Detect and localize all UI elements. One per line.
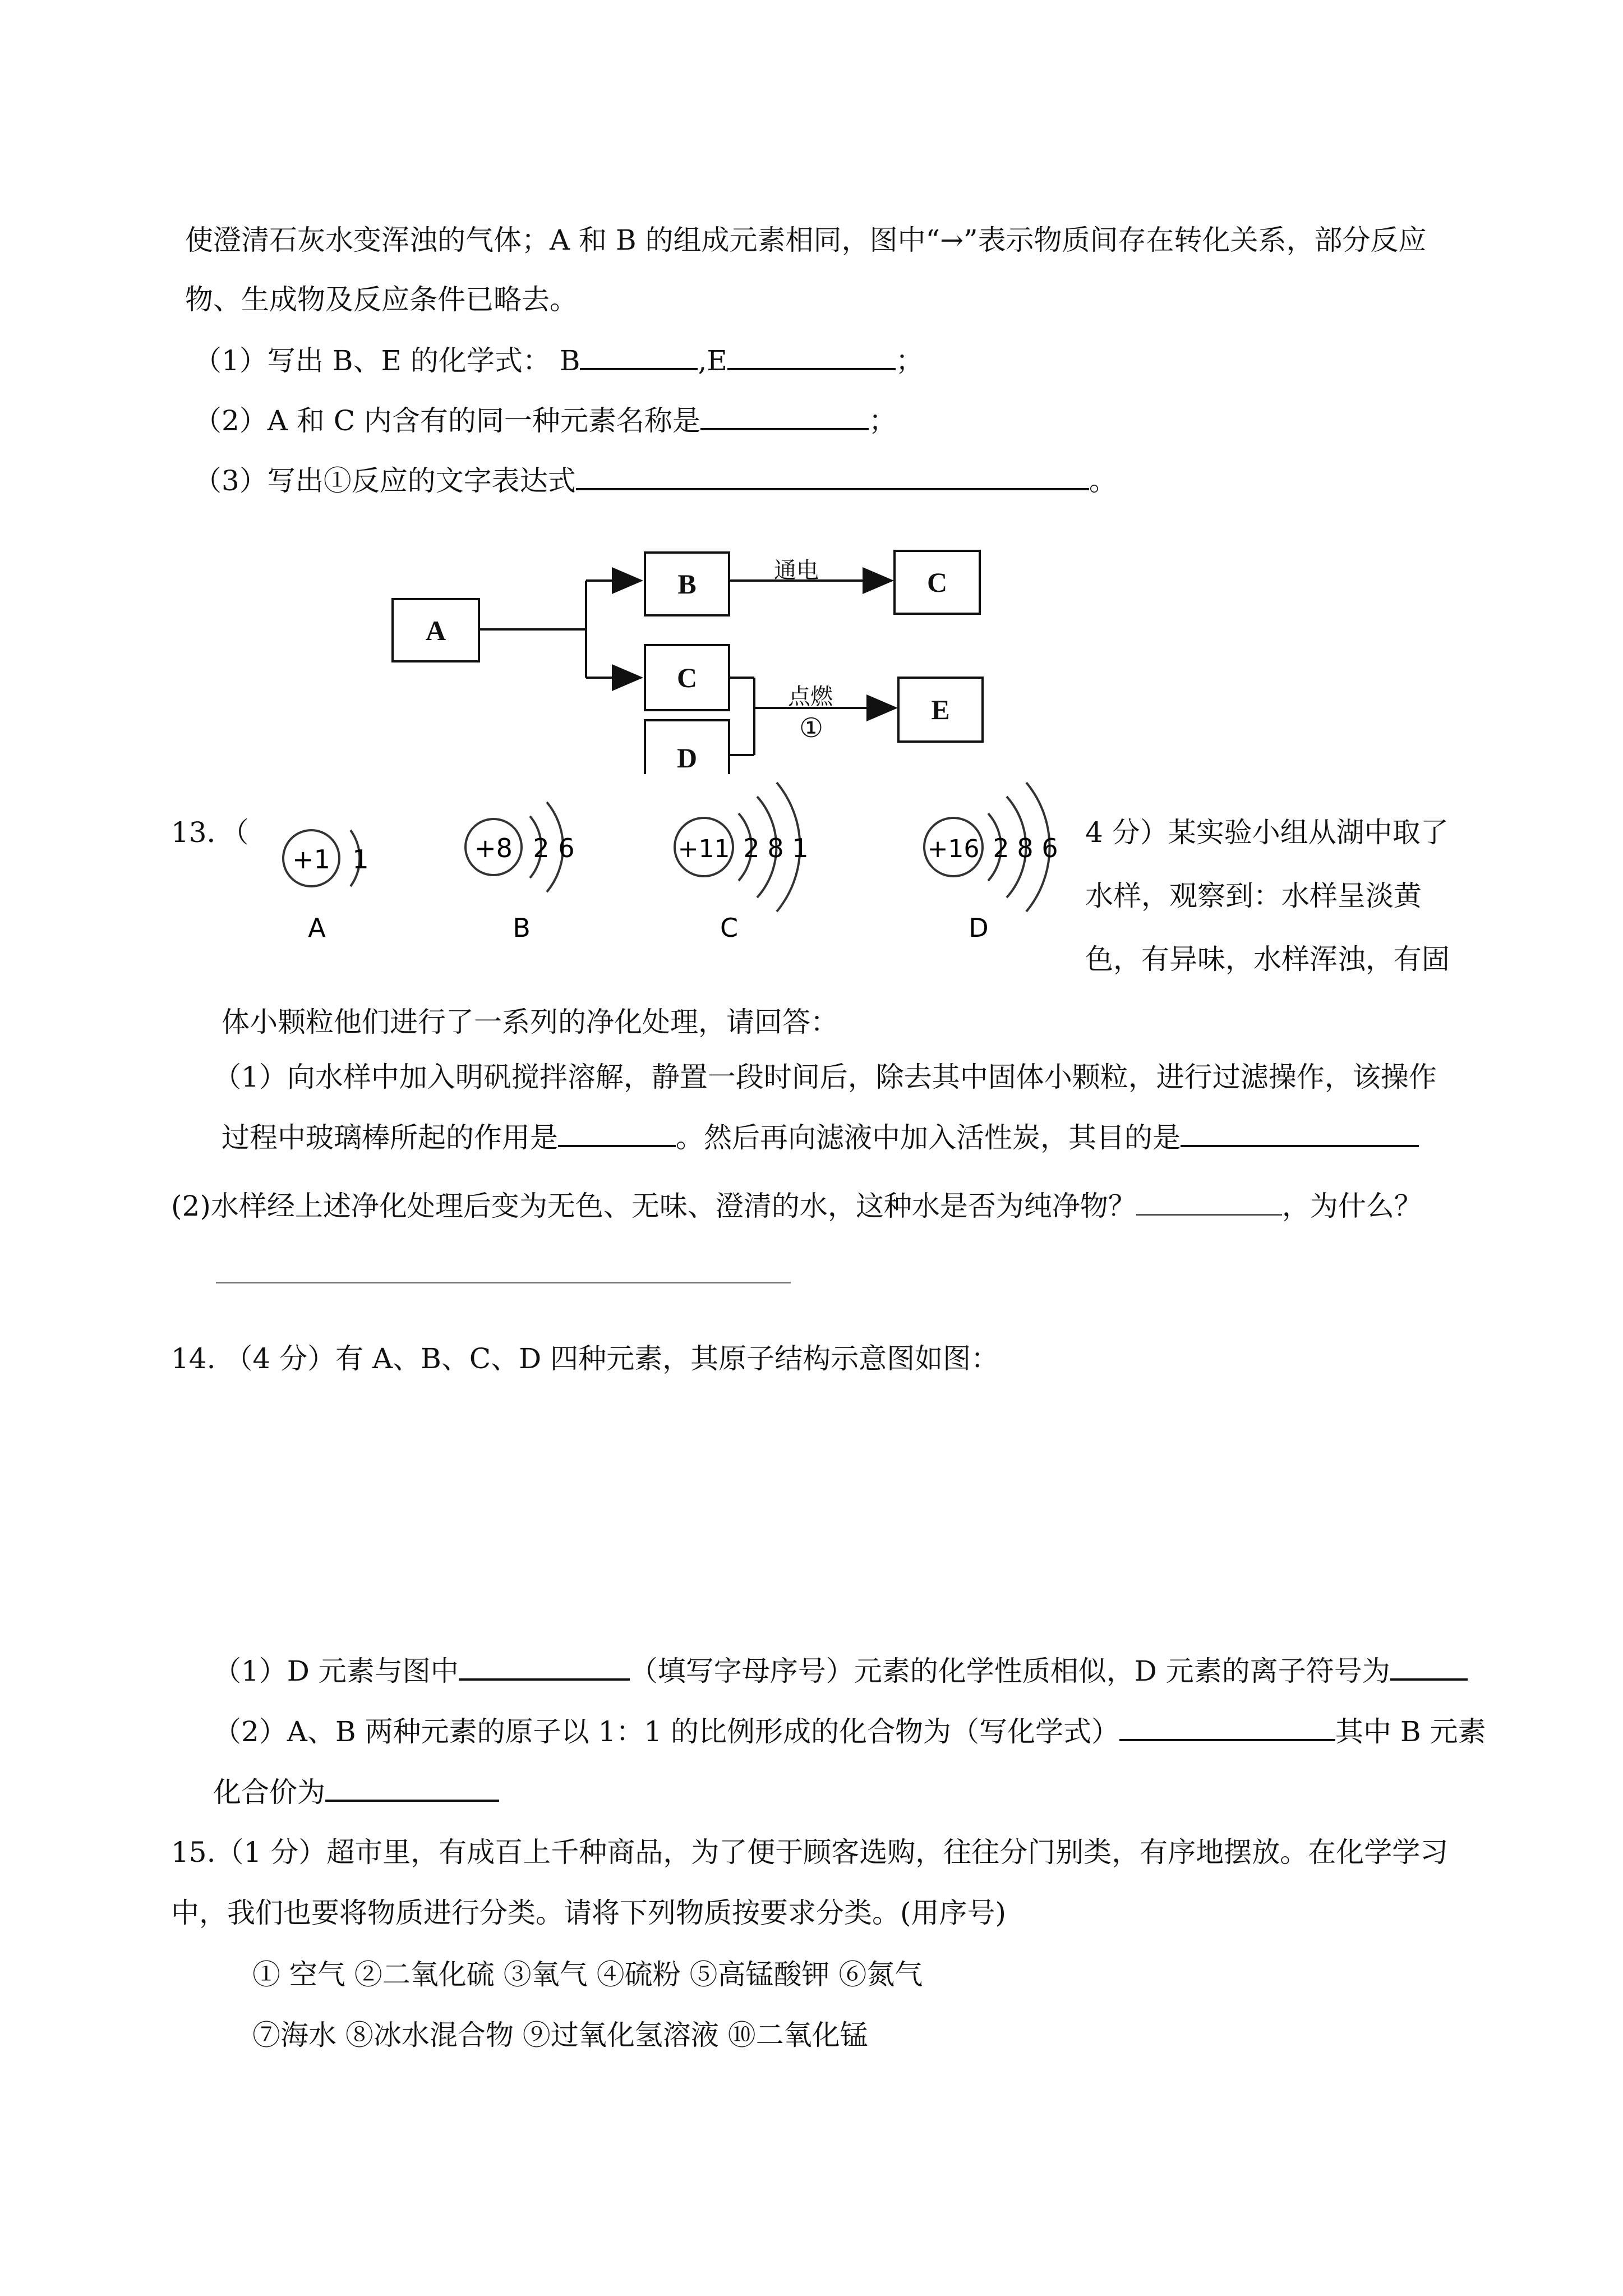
q12-sub1-e-label: ,E <box>698 344 727 377</box>
q15-line2: 中，我们也要将物质进行分类。请将下列物质按要求分类。(用序号) <box>171 1897 1007 1929</box>
q14-sub2-text2: 其中 B 元素 <box>1335 1715 1486 1748</box>
label-ignite: 点燃 <box>788 684 833 710</box>
q15-substance-list2: ⑦海水 ⑧冰水混合物 ⑨过氧化氢溶液 ⑩二氧化锰 <box>252 2019 868 2051</box>
atom-b-nucleus: +8 <box>474 833 513 863</box>
q13-sub1-text: 过程中玻璃棒所起的作用是 <box>222 1121 558 1154</box>
atom-b-shell2: 6 <box>558 833 575 863</box>
q12-sub3-text: （3）写出①反应的文字表达式 <box>193 464 576 497</box>
q12-sub2-end: ； <box>868 404 897 437</box>
q12-flow-diagram <box>0 0 1623 774</box>
diagram-arrows <box>0 0 1623 769</box>
label-reaction-1: ① <box>799 712 824 744</box>
q13-sub2 <box>171 1188 1422 1224</box>
q14-sub1-text2: （填写字母序号）元素的化学性质相似，D 元素的离子符号为 <box>629 1655 1390 1687</box>
atom-c-shell2: 8 <box>767 833 784 863</box>
q13-sub1-text2: 。然后再向滤液中加入活性炭，其目的是 <box>676 1121 1181 1154</box>
answer-blank-ion-symbol[interactable] <box>1390 1653 1468 1681</box>
atom-b-letter: B <box>513 913 531 942</box>
atom-a-letter: A <box>308 913 326 942</box>
q14-sub2-line2 <box>213 1774 499 1810</box>
atom-a-shell1: 1 <box>352 844 369 875</box>
q12-sub3-end: 。 <box>1089 464 1117 497</box>
atom-c-shell1: 2 <box>743 833 760 863</box>
atom-c-shell3: 1 <box>792 833 809 863</box>
q12-intro-line2: 物、生成物及反应条件已略去。 <box>185 283 578 316</box>
box-a: A <box>391 598 480 662</box>
answer-blank-reason[interactable] <box>216 1282 791 1283</box>
atom-c-nucleus: +11 <box>677 835 730 863</box>
answer-blank-compound-formula[interactable] <box>1119 1713 1335 1741</box>
q13-sub1-line2 <box>222 1119 1419 1156</box>
q15-substance-list1: ① 空气 ②二氧化硫 ③氧气 ④硫粉 ⑤高锰酸钾 ⑥氮气 <box>252 1958 923 1991</box>
atom-a <box>283 830 369 886</box>
atom-d-nucleus: +16 <box>927 835 980 863</box>
atom-d-letter: D <box>969 913 989 942</box>
atom-b <box>465 802 575 892</box>
q14-sub1-text: （1）D 元素与图中 <box>213 1655 459 1687</box>
q12-sub1-end: ； <box>895 344 924 377</box>
box-c: C <box>644 644 730 711</box>
atom-d <box>924 783 1058 912</box>
box-c-product: C <box>893 550 981 615</box>
q13-line1: 4 分）某实验小组从湖中取了 <box>1085 816 1449 849</box>
box-b: B <box>644 551 730 616</box>
atom-structure-diagrams <box>247 763 1144 942</box>
q13-line2: 水样，观察到：水样呈淡黄 <box>1085 880 1422 912</box>
q14-stem: 14. （4 分）有 A、B、C、D 四种元素，其原子结构示意图如图： <box>171 1342 999 1375</box>
answer-blank-valence[interactable] <box>325 1774 499 1802</box>
q12-sub1-text: （1）写出 B、E 的化学式： B <box>193 344 580 377</box>
atom-b-shell1: 2 <box>533 833 550 863</box>
q14-sub2 <box>213 1713 1486 1750</box>
answer-blank-similar-element[interactable] <box>459 1653 630 1681</box>
q13-sub2-text: (2)水样经上述净化处理后变为无色、无味、澄清的水，这种水是否为纯净物？ <box>171 1190 1136 1222</box>
label-electrolysis: 通电 <box>774 558 819 583</box>
q15-line1: 15.（1 分）超市里，有成百上千种商品，为了便于顾客选购，往往分门别类，有序地摆放。在化学学习 <box>171 1836 1449 1869</box>
q13-line4: 体小颗粒他们进行了一系列的净化处理，请回答： <box>222 1006 838 1038</box>
atom-d-shell2: 8 <box>1017 833 1034 863</box>
answer-blank-pure-substance[interactable] <box>1136 1188 1282 1216</box>
q14-sub2-valence-text: 化合价为 <box>213 1776 325 1809</box>
box-d: D <box>644 719 730 774</box>
box-e: E <box>897 677 984 743</box>
atom-d-shell3: 6 <box>1041 833 1058 863</box>
atom-c-letter: C <box>720 913 739 942</box>
q14-sub1 <box>213 1653 1468 1689</box>
atom-d-shell1: 2 <box>993 833 1009 863</box>
q13-line3: 色，有异味，水样浑浊，有固 <box>1085 943 1450 976</box>
q14-sub2-text: （2）A、B 两种元素的原子以 1：1 的比例形成的化合物为（写化学式） <box>213 1715 1119 1748</box>
q12-sub2-text: （2）A 和 C 内含有的同一种元素名称是 <box>193 404 700 437</box>
q13-sub2-why: ，为什么？ <box>1281 1190 1422 1222</box>
answer-blank-glass-rod-role[interactable] <box>558 1119 676 1147</box>
answer-blank-activated-carbon-purpose[interactable] <box>1181 1119 1419 1147</box>
q12-intro-line1: 使澄清石灰水变浑浊的气体；A 和 B 的组成元素相同，图中“→”表示物质间存在转化关系，部分反应 <box>185 224 1427 256</box>
q13-sub1-line1: （1）向水样中加入明矾搅拌溶解，静置一段时间后，除去其中固体小颗粒，进行过滤操作，该操作 <box>213 1061 1437 1093</box>
q13-number: 13．（ <box>171 816 249 849</box>
atom-c <box>675 783 809 912</box>
atom-a-nucleus: +1 <box>292 844 330 875</box>
